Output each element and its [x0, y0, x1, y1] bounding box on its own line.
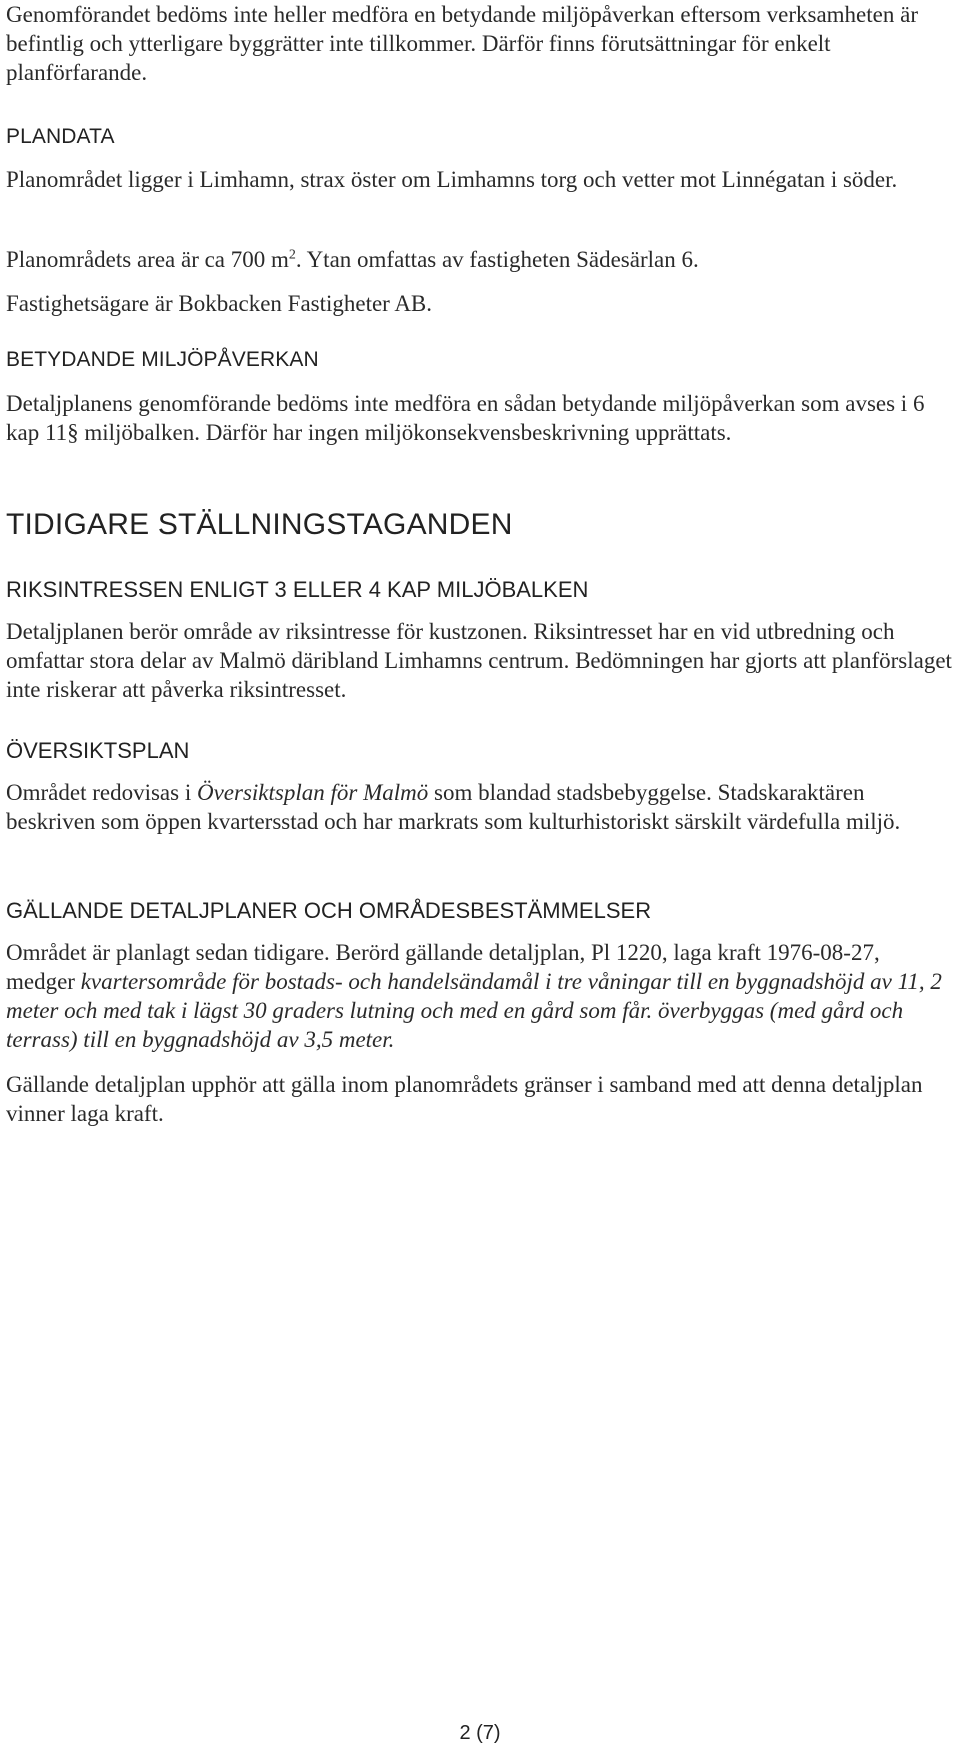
- heading-riksintressen: RIKSINTRESSEN ENLIGT 3 ELLER 4 KAP MILJÖBALKEN: [6, 577, 589, 602]
- detaljplaner-text: Området är planlagt sedan tidigare. Berörd gällande detaljplan, Pl 1220, laga kraft 1976-08-27, medger: [6, 940, 880, 994]
- heading-tidigare-stallningstaganden: TIDIGARE STÄLLNINGSTAGANDEN: [6, 508, 513, 541]
- area-superscript: 2: [288, 247, 296, 263]
- detaljplaner-paragraph-1: [6, 938, 954, 1054]
- miljopaverkan-paragraph: Detaljplanens genomförande bedöms inte medföra en sådan betydande miljöpåverkan som avses i 6 kap 11§ miljöbalken. Därför har ingen miljökonsekvensbeskrivning upprättats.: [6, 391, 925, 445]
- plandata-area-paragraph: [6, 245, 954, 274]
- heading-oversiktsplan: ÖVERSIKTSPLAN: [6, 738, 190, 763]
- plandata-location-paragraph: Planområdet ligger i Limhamn, strax öster om Limhamns torg och vetter mot Linnégatan i söder.: [6, 167, 898, 192]
- oversiktsplan-text: Området redovisas i: [6, 780, 197, 805]
- plandata-owner-paragraph: Fastighetsägare är Bokbacken Fastigheter AB.: [6, 291, 433, 316]
- oversiktsplan-title-italic: Översiktsplan för Malmö: [196, 780, 429, 805]
- riksintressen-paragraph: Detaljplanen berör område av riksintresse för kustzonen. Riksintresset har en vid utbredning och omfattar stora delar av Malmö däribland Limhamns centrum. Bedömningen har gjorts att planförslaget inte riskerar att påverka riksintresset.: [6, 619, 952, 702]
- detaljplaner-italic-quote: kvartersområde för bostads- och handelsändamål i tre våningar till en byggnadshöjd av 11, 2 meter och med tak i lägst 30 graders lutning och med en gård som får. överbyggas (med gård och terrass) till en byggnadshöjd av 3,5 meter.: [6, 969, 942, 1052]
- oversiktsplan-text-suffix: som blandad stadsbebyggelse. Stadskaraktären beskriven som öppen kvartersstad och har markrats som kulturhistoriskt särskilt värdefulla miljö.: [6, 780, 901, 834]
- heading-betydande-miljopaverkan: BETYDANDE MILJÖPÅVERKAN: [6, 348, 319, 371]
- heading-plandata: PLANDATA: [6, 125, 115, 148]
- detaljplaner-paragraph-2: Gällande detaljplan upphör att gälla inom planområdets gränser i samband med att denna detaljplan vinner laga kraft.: [6, 1072, 923, 1126]
- intro-paragraph: Genomförandet bedöms inte heller medföra en betydande miljöpåverkan eftersom verksamheten är befintlig och ytterligare byggrätter inte tillkommer. Därför finns förutsättningar för enkelt planförfarande.: [6, 2, 918, 85]
- area-text: Planområdets area är ca 700 m: [6, 247, 289, 272]
- page-number: 2 (7): [459, 1722, 501, 1744]
- oversiktsplan-paragraph: [6, 778, 954, 836]
- area-text-suffix: . Ytan omfattas av fastigheten Sädesärlan 6.: [295, 247, 699, 272]
- heading-gallande-detaljplaner: GÄLLANDE DETALJPLANER OCH OMRÅDESBESTÄMMELSER: [6, 898, 652, 923]
